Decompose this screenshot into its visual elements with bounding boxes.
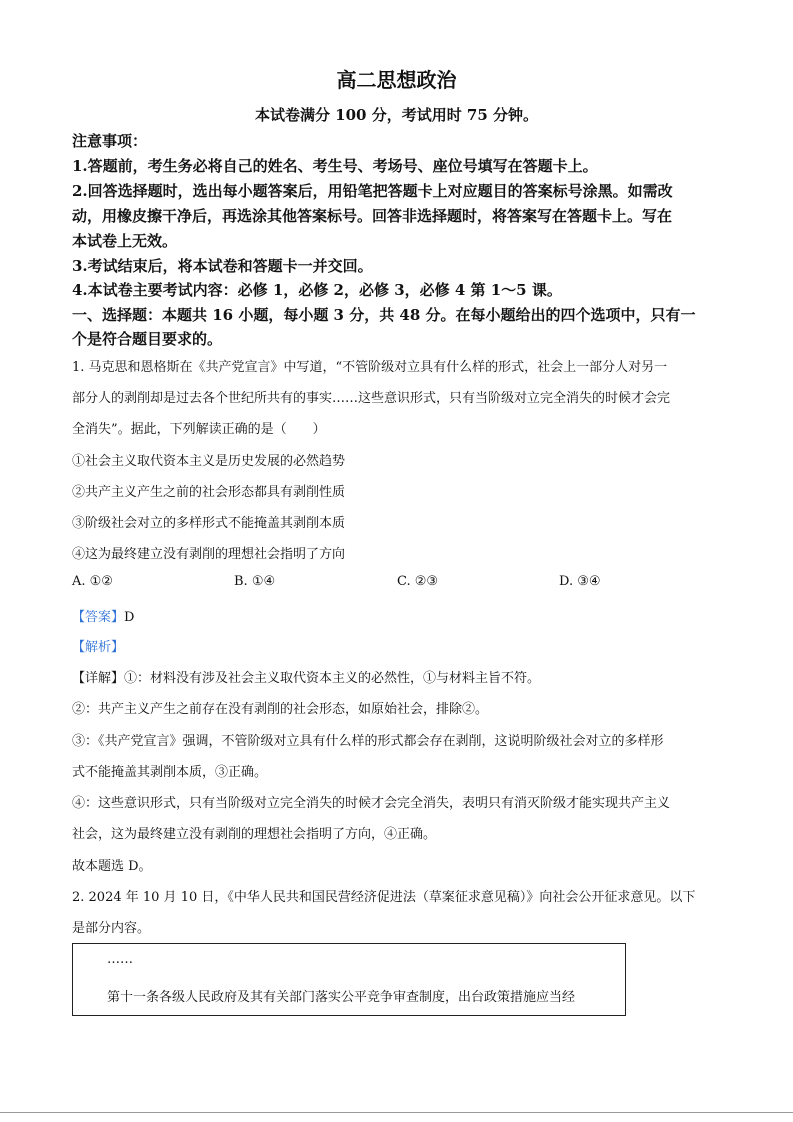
detail-line: 社会，这为最终建立没有剥削的理想社会指明了方向，④正确。 bbox=[72, 827, 437, 842]
answer-value: D bbox=[124, 610, 135, 625]
page-bottom-divider bbox=[0, 1112, 793, 1113]
detail-line: 【详解】①：材料没有涉及社会主义取代资本主义的必然性，①与材料主旨不符。 bbox=[72, 671, 541, 686]
notice-item: 2.回答选择题时，选出每小题答案后，用铅笔把答题卡上对应题目的答案标号涂黑。如需改 bbox=[72, 182, 673, 200]
detail-line: ③：《共产党宣言》强调，不管阶级对立具有什么样的形式都会存在剥削，这说明阶级社会对立的多样形 bbox=[72, 734, 664, 749]
answer-line bbox=[72, 606, 134, 625]
box-article-text: 第十一条各级人民政府及其有关部门落实公平竞争审查制度，出台政策措施应当经 bbox=[107, 990, 576, 1005]
notice-heading: 注意事项： bbox=[72, 132, 148, 150]
statement-4: ④这为最终建立没有剥削的理想社会指明了方向 bbox=[72, 547, 346, 562]
section-heading: 一、选择题：本题共 16 小题，每小题 3 分，共 48 分。在每小题给出的四个选项中，只有一 bbox=[72, 306, 696, 324]
analysis-tag: 【解析】 bbox=[72, 640, 125, 655]
statement-3: ③阶级社会对立的多样形式不能掩盖其剥削本质 bbox=[72, 516, 346, 531]
statement-1: ①社会主义取代资本主义是历史发展的必然趋势 bbox=[72, 454, 346, 469]
statement-2: ②共产主义产生之前的社会形态都具有剥削性质 bbox=[72, 485, 346, 500]
question-2-stem: 2. 2024 年 10 月 10 日，《中华人民共和国民营经济促进法（草案征求意见稿）》向社会公开征求意见。以下 bbox=[72, 890, 696, 905]
answer-tag: 【答案】 bbox=[72, 610, 125, 625]
question-2-stem: 是部分内容。 bbox=[72, 921, 151, 936]
box-ellipsis: …… bbox=[107, 952, 133, 967]
notice-item: 1.答题前，考生务必将自己的姓名、考生号、考场号、座位号填写在答题卡上。 bbox=[72, 157, 598, 175]
detail-line: ②：共产主义产生之前存在没有剥削的社会形态，如原始社会，排除②。 bbox=[72, 702, 489, 717]
notice-item: 本试卷上无效。 bbox=[72, 232, 178, 250]
exam-subtitle: 本试卷满分 100 分，考试用时 75 分钟。 bbox=[254, 106, 539, 124]
notice-item: 动，用橡皮擦干净后，再选涂其他答案标号。回答非选择题时，将答案写在答题卡上。写在 bbox=[72, 207, 673, 225]
detail-line: ④：这些意识形式，只有当阶级对立完全消失的时候才会完全消失，表明只有消灭阶级才能实现共产主义 bbox=[72, 796, 671, 811]
question-1-stem: 全消失”。据此，下列解读正确的是（ ） bbox=[72, 422, 326, 437]
quoted-law-box bbox=[72, 943, 626, 1016]
notice-item: 3.考试结束后，将本试卷和答题卡一并交回。 bbox=[72, 257, 373, 275]
notice-item: 4.本试卷主要考试内容：必修 1，必修 2，必修 3，必修 4 第 1～5 课。 bbox=[72, 281, 562, 299]
option-a: A. ①② bbox=[72, 574, 113, 589]
page-title: 高二思想政治 bbox=[336, 68, 457, 92]
detail-conclusion: 故本题选 D。 bbox=[72, 859, 152, 874]
detail-line: 式不能掩盖其剥削本质，③正确。 bbox=[72, 765, 268, 780]
question-1-stem: 部分人的剥削却是过去各个世纪所共有的事实……这些意识形式，只有当阶级对立完全消失的时候才会完 bbox=[72, 391, 671, 406]
question-1-stem: 1. 马克思和恩格斯在《共产党宣言》中写道，“不管阶级对立具有什么样的形式，社会上一部分人对另一 bbox=[72, 360, 668, 375]
option-c: C. ②③ bbox=[397, 574, 439, 589]
option-d: D. ③④ bbox=[559, 574, 601, 589]
section-heading: 个是符合题目要求的。 bbox=[72, 330, 223, 348]
option-b: B. ①④ bbox=[234, 574, 276, 589]
